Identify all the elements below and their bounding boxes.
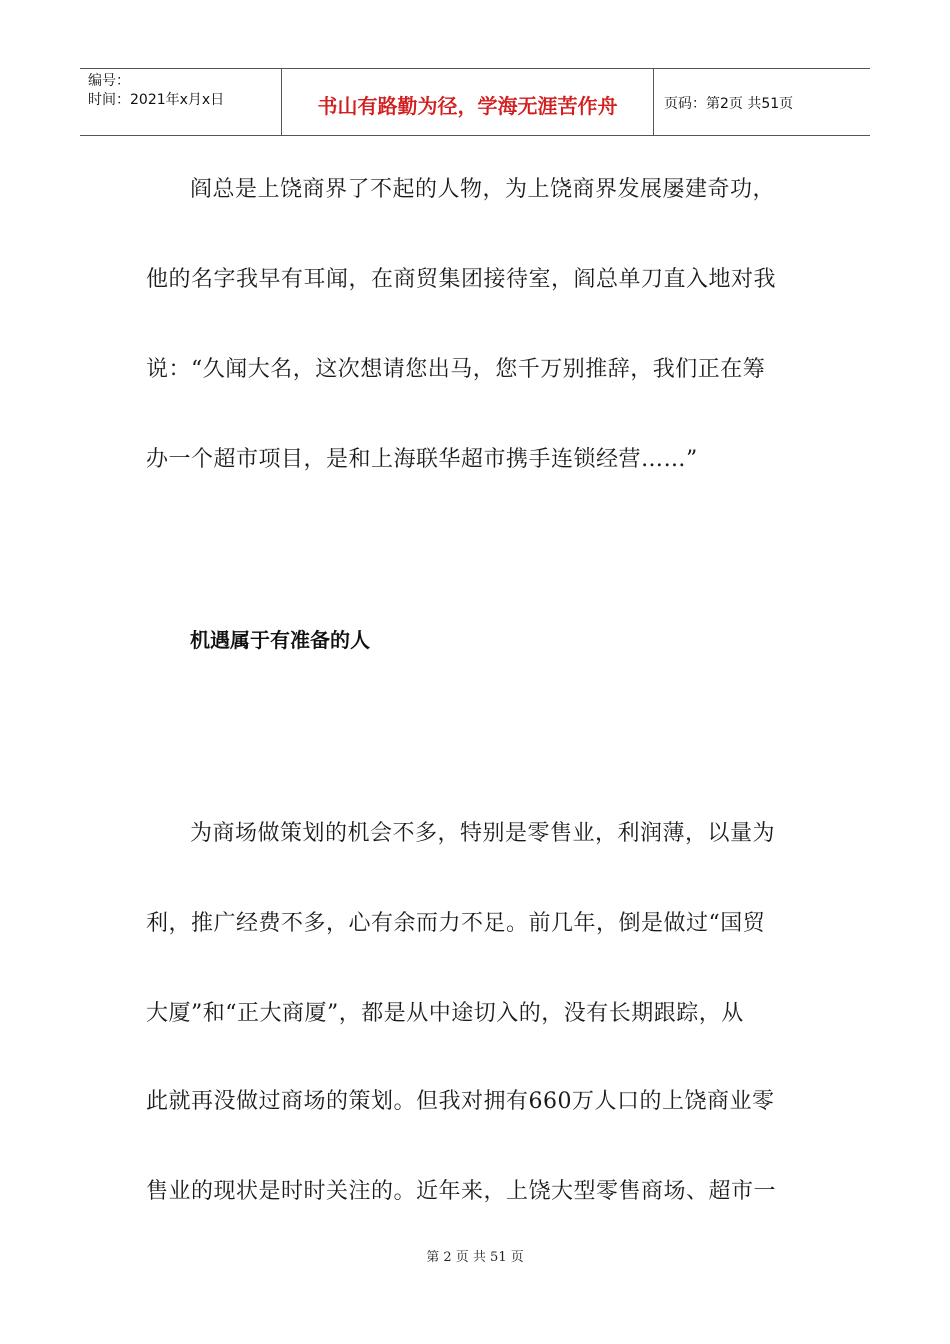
section-heading: 机遇属于有准备的人 (190, 628, 370, 652)
paragraph-line: 办一个超市项目，是和上海联华超市携手连锁经营……” (146, 447, 698, 472)
paragraph-line: 大厦”和“正大商厦”，都是从中途切入的，没有长期跟踪，从 (146, 1001, 744, 1026)
number-label: 编号： (88, 73, 130, 89)
paragraph-line: 阎总是上饶商界了不起的人物，为上饶商界发展屡建奇功， (190, 177, 776, 202)
time-label: 时间：2021年x月x日 (88, 92, 225, 108)
header-page-cell (654, 69, 870, 135)
paragraph-line: 为商场做策划的机会不多，特别是零售业，利润薄，以量为 (190, 821, 776, 846)
page-info: 页码：第2页 共51页 (664, 96, 794, 112)
paragraph-line: 他的名字我早有耳闻，在商贸集团接待室，阎总单刀直入地对我 (146, 267, 777, 292)
document-header (80, 68, 870, 136)
header-motto-cell (282, 69, 654, 135)
header-meta-cell (80, 69, 282, 135)
paragraph-line: 售业的现状是时时关注的。近年来，上饶大型零售商场、超市一 (146, 1179, 777, 1204)
paragraph-line: 利，推广经费不多，心有余而力不足。前几年，倒是做过“国贸 (146, 911, 766, 936)
paragraph-line: 此就再没做过商场的策划。但我对拥有660万人口的上饶商业零 (146, 1089, 775, 1114)
page-footer: 第 2 页 共 51 页 (426, 1250, 524, 1265)
motto-text: 书山有路勤为径，学海无涯苦作舟 (317, 93, 618, 118)
paragraph-line: 说：“久闻大名，这次想请您出马，您千万别推辞，我们正在筹 (146, 357, 766, 382)
